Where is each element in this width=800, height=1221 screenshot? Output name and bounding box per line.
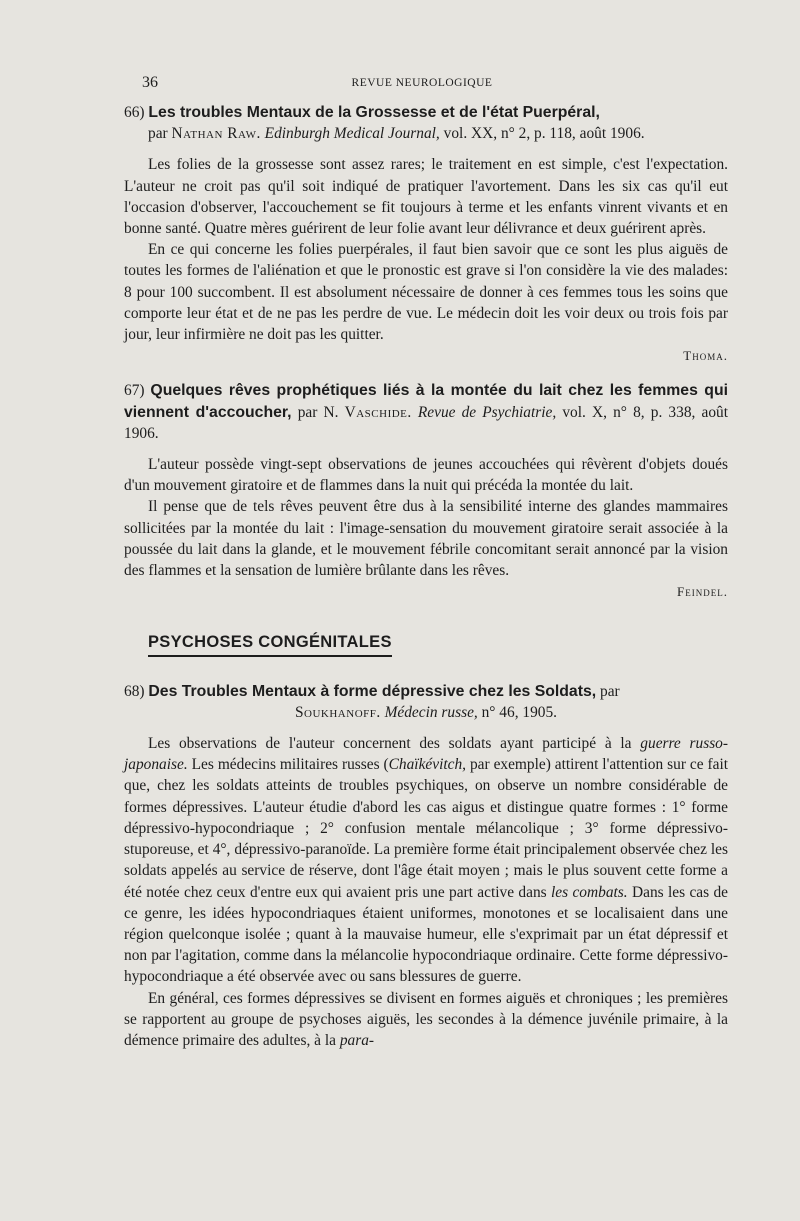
article-67-title: Quelques rêves prophétiques liés à la montée du lait chez les femmes qui viennent d'accoucher, bbox=[124, 382, 728, 421]
article-67-number: 67) bbox=[124, 382, 145, 400]
article-68-author: Soukhanoff. bbox=[294, 703, 381, 721]
article-66-heading bbox=[124, 102, 728, 123]
article-67-paragraph-1: L'auteur possède vingt-sept observations de jeunes accouchées qui rêvèrent d'objets doués d'un mouvement giratoire et de flammes dans la nuit qui précéda la montée du lait. bbox=[124, 456, 728, 495]
article-68-paragraph-1: Les observations de l'auteur concernent des soldats ayant participé à la guerre russo-japonaise. Les médecins militaires russes (Chaïkévitch, par exemple) attirent l'attention sur ce fait que, chez les soldats atteints de troubles psychiques, on observe un nombre considérable de formes dépressives. L'auteur étudie d'abord les cas aigus et distingue quatre formes : 1° forme dépressivo-hypocondriaque ; 2° confusion mentale mélancolique ; 3° forme dépressivo-stuporeuse, et 4°, dépressivo-paranoïde. La première forme était principalement observée chez les soldats appelés au service de réserve, dont l'âge était moyen ; mais le plus souvent cette forme a été notée chez ceux d'entre eux qui avaient pris une part active dans les combats. Dans les cas de ce genre, les idées hypocondriaques étaient uniformes, monotones et se localisaient dans une région quelconque isolée ; quant à la mauvaise humeur, elle s'exprimait par un état dépressif et non par l'agitation, comme dans la mélancolie hypocondriaque ordinaire. Cette forme dépressivo-hypocondriaque a été observée avec ou sans blessures de guerre. bbox=[124, 735, 729, 986]
article-66-journal: Edinburgh Medical Journal, bbox=[264, 125, 440, 143]
article-67-author: Vaschide. bbox=[344, 403, 412, 421]
page-content bbox=[124, 102, 728, 1051]
article-67-heading: 67) Quelques rêves prophétiques liés à la montée du lait chez les femmes qui viennent d'accoucher, par N. Vaschide. Revue de Psychiatrie, vol. X, n° 8, p. 338, août 1906. bbox=[124, 382, 728, 442]
article-68-citation bbox=[124, 702, 728, 723]
article-66-signature: Thoma. bbox=[683, 348, 728, 364]
article-67-journal: Revue de Psychiatrie, bbox=[417, 403, 557, 421]
article-67-paragraph-2: Il pense que de tels rêves peuvent être dus à la sensibilité interne des glandes mammaires sollicitées par la montée du lait : l'image-sensation du mouvement giratoire serait associée à la poussée du lait dans la glande, et le mouvement fébrile concomitant serait annoncé par la vision des flammes et la sensation de lumière brûlante dans les rêves. bbox=[124, 498, 728, 580]
page-number: 36 bbox=[142, 74, 158, 91]
article-68-details: n° 46, 1905. bbox=[481, 703, 558, 721]
article-68-number: 68) bbox=[124, 682, 145, 700]
article-66-paragraph-1: Les folies de la grossesse sont assez rares; le traitement en est simple, c'est l'expectation. L'auteur ne croit pas qu'il soit indiqué de pratiquer l'avortement. Dans les six cas qu'il eut l'occasion d'observer, l'accouchement se fit toujours à terme et les enfants vinrent vivants et en bonne santé. Quatre mères guérirent de leur folie avant leur délivrance et deux guérirent après. bbox=[124, 156, 728, 238]
journal-title: REVUE NEUROLOGIQUE bbox=[351, 77, 493, 89]
article-66-paragraph-2: En ce qui concerne les folies puerpérales, il faut bien savoir que ce sont les plus aiguës de toutes les formes de l'aliénation et que le pronostic est grave si l'on considère la vie des malades: 8 pour 100 succombent. Il est absolument nécessaire de donner à ces femmes tous les soins que comporte leur état et de ne pas les perdre de vue. Le médecin doit les voir deux ou trois fois par jour, leur infirmière ne doit pas les quitter. bbox=[124, 241, 728, 344]
article-68-title: Des Troubles Mentaux à forme dépressive chez les Soldats, bbox=[148, 682, 597, 700]
article-68-paragraph-2: En général, ces formes dépressives se divisent en formes aiguës et chroniques ; les premières se rapportent au groupe de psychoses aiguës, les secondes à la démence juvénile primaire, à la démence primaire des adultes, à la para- bbox=[124, 989, 728, 1049]
article-66-number: 66) bbox=[124, 104, 145, 121]
article-66-citation: par Nathan Raw. Edinburgh Medical Journal, vol. XX, n° 2, p. 118, août 1906. bbox=[148, 125, 645, 143]
article-66-details: vol. XX, n° 2, p. 118, août 1906. bbox=[443, 125, 645, 143]
article-67-signature: Feindel. bbox=[677, 584, 728, 600]
article-66-author: Nathan Raw. bbox=[171, 125, 261, 143]
article-68-heading: 68) Des Troubles Mentaux à forme dépressive chez les Soldats, par bbox=[124, 682, 620, 700]
article-66-title: Les troubles Mentaux de la Grossesse et de l'état Puerpéral, bbox=[148, 104, 600, 121]
article-67-details: vol. X, n° 8, p. 338, août 1906. bbox=[124, 403, 728, 442]
section-heading: PSYCHOSES CONGÉNITALES bbox=[148, 632, 392, 656]
article-68-journal: Médecin russe, bbox=[384, 703, 478, 721]
